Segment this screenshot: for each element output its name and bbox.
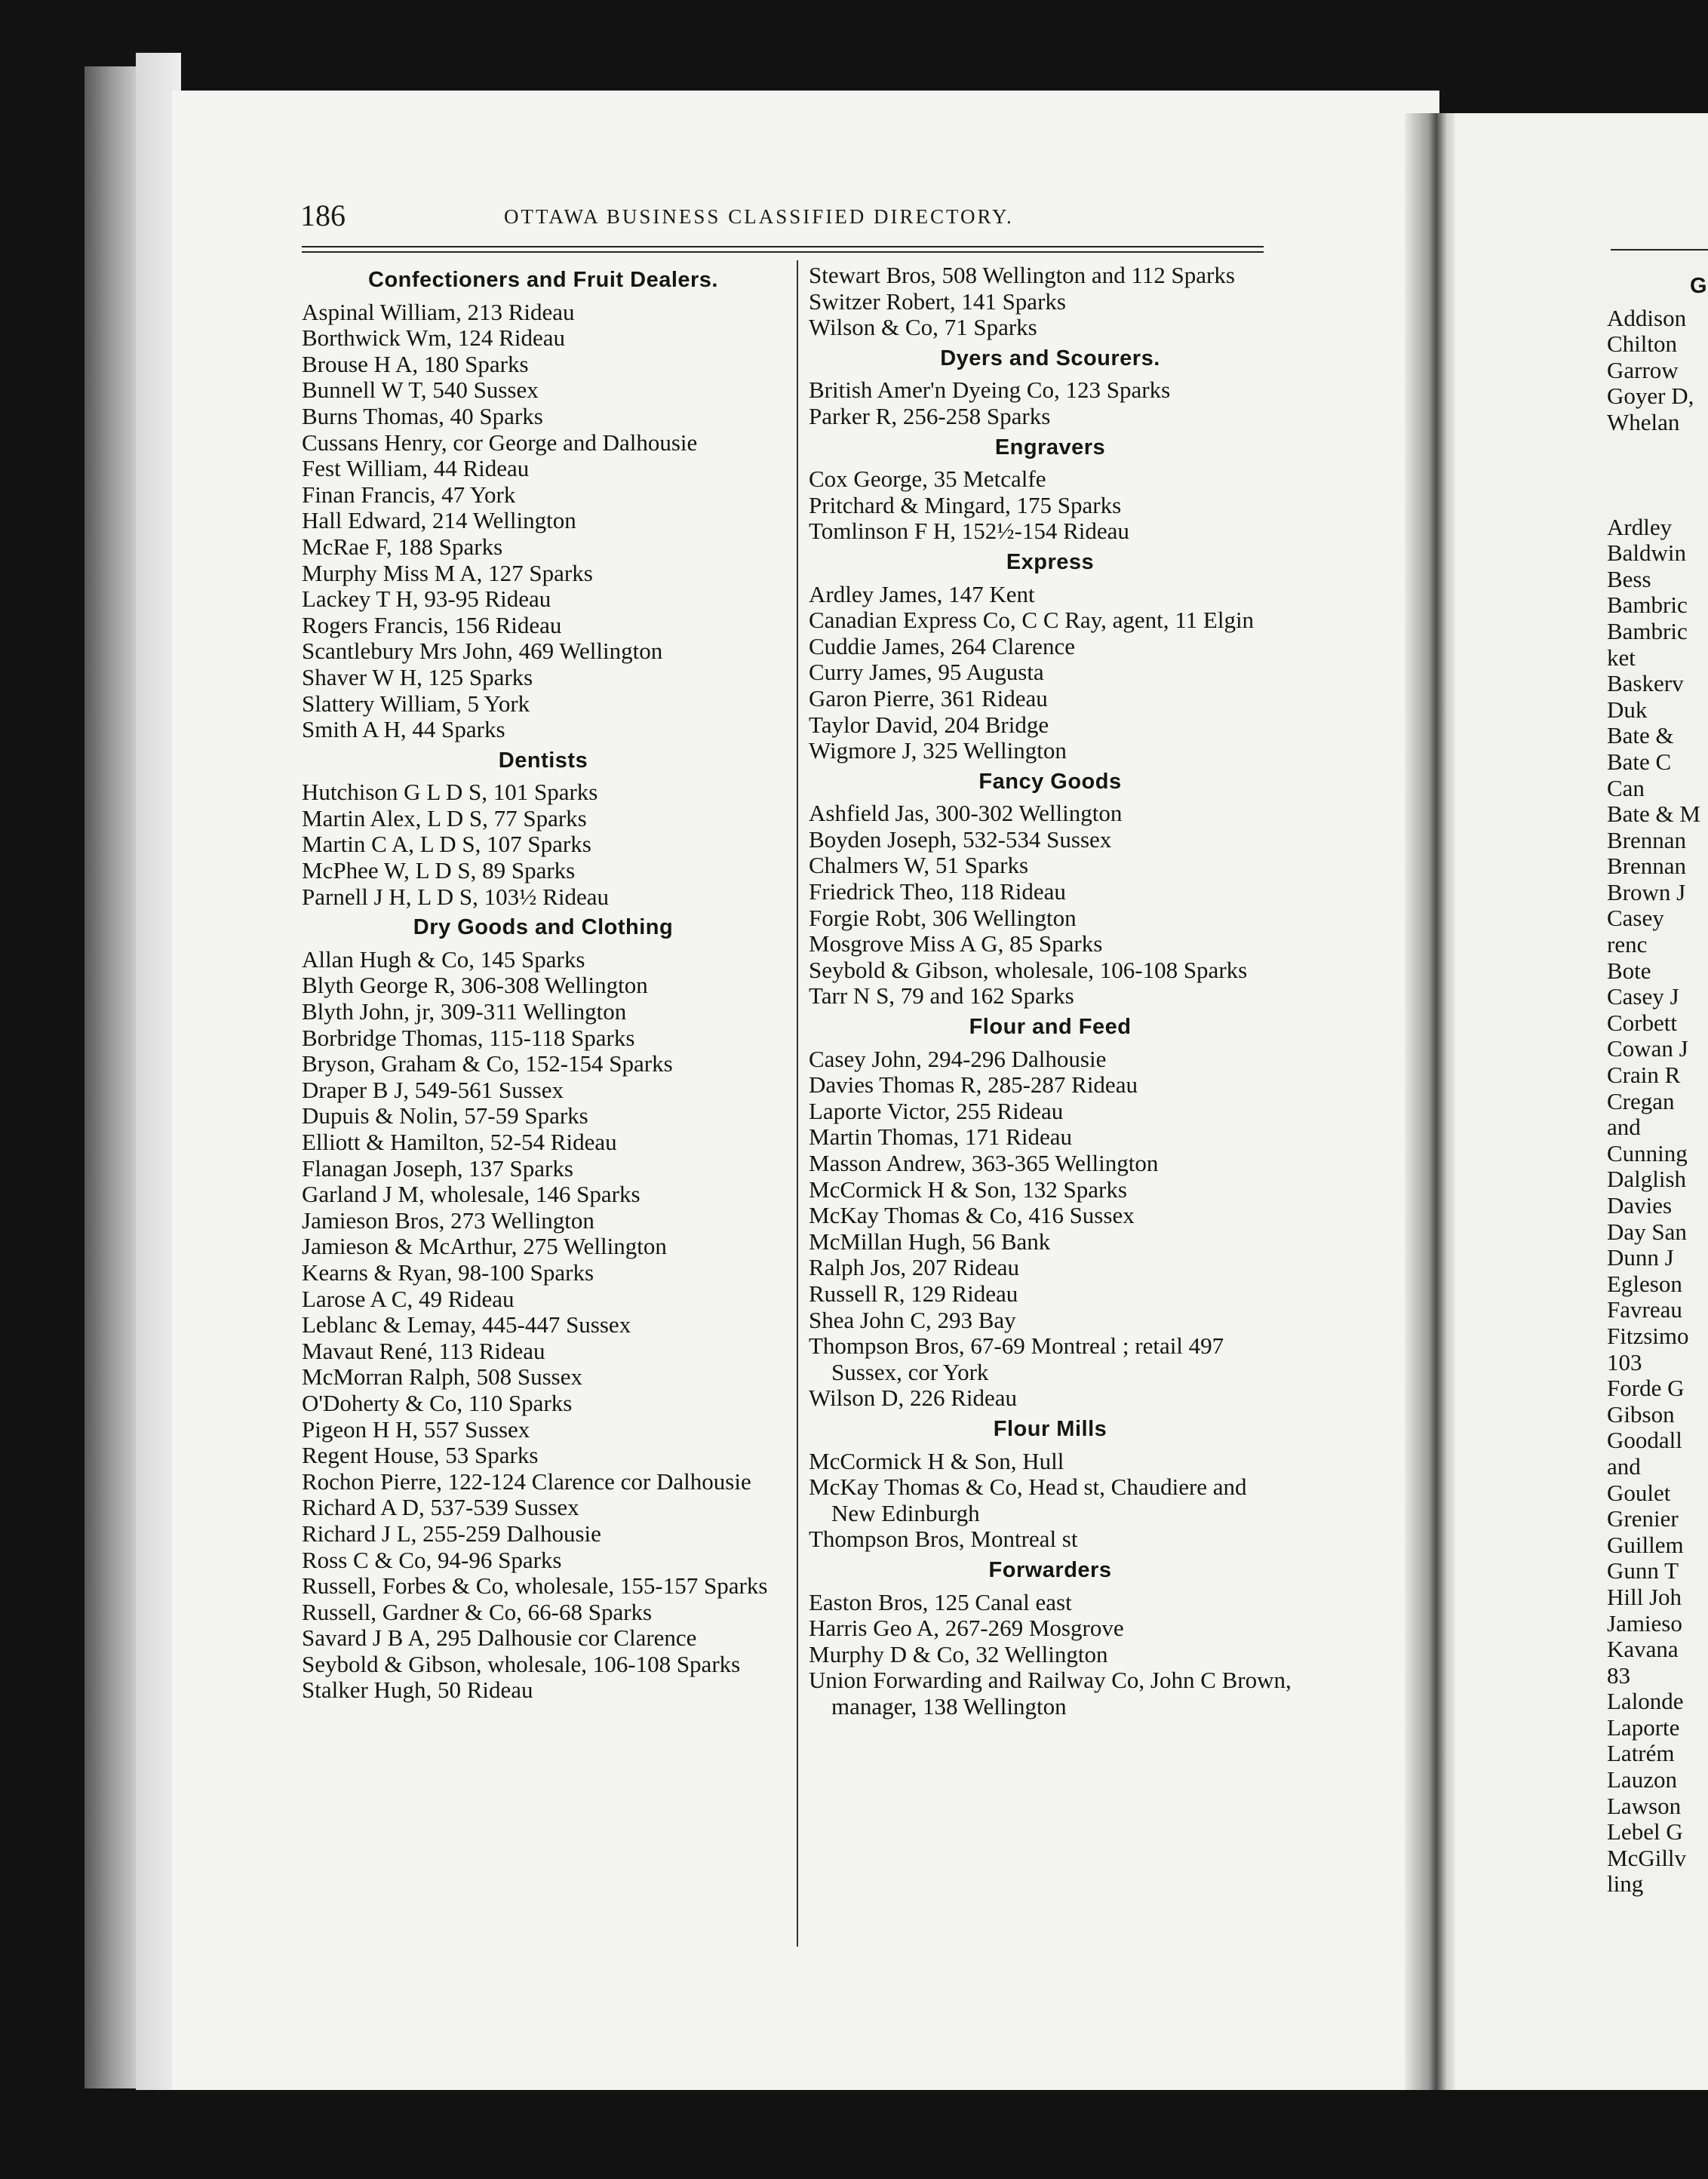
directory-entry: Fest William, 44 Rideau <box>302 455 530 482</box>
directory-entry: Slattery William, 5 York <box>302 690 530 717</box>
directory-entry: Corbett <box>1607 1009 1677 1036</box>
directory-entry: Bote <box>1607 957 1651 984</box>
directory-entry: Gunn T <box>1607 1557 1679 1584</box>
directory-entry: Duk <box>1607 696 1648 723</box>
directory-entry: Goulet <box>1607 1479 1671 1506</box>
directory-entry: Addison <box>1607 304 1687 331</box>
directory-entry: Brennan <box>1607 853 1687 880</box>
directory-entry: Seybold & Gibson, wholesale, 106-108 Sparks <box>302 1650 741 1677</box>
directory-entry: Martin Alex, L D S, 77 Sparks <box>302 804 587 831</box>
directory-entry: ling <box>1607 1870 1644 1898</box>
directory-entry: Murphy D & Co, 32 Wellington <box>809 1640 1108 1667</box>
directory-entry: Jamieson Bros, 273 Wellington <box>302 1206 594 1234</box>
directory-entry: Dalglish <box>1607 1166 1687 1193</box>
directory-entry: McPhee W, L D S, 89 Sparks <box>302 857 576 884</box>
directory-entry: Wigmore J, 325 Wellington <box>809 737 1067 764</box>
directory-entry: Day San <box>1607 1218 1687 1245</box>
directory-entry: McKay Thomas & Co, 416 Sussex <box>809 1202 1135 1229</box>
directory-entry: Thompson Bros, 67-69 Montreal ; retail 497 Sussex, cor York <box>809 1332 1224 1385</box>
directory-entry: Grenier <box>1607 1505 1679 1532</box>
directory-entry: and <box>1607 1452 1641 1480</box>
section-heading: Flour Mills <box>993 1416 1107 1441</box>
directory-entry: Martin Thomas, 171 Rideau <box>809 1123 1072 1151</box>
directory-entry: Aspinal William, 213 Rideau <box>302 298 575 325</box>
page-header <box>300 198 1266 235</box>
directory-entry: Dunn J <box>1607 1244 1674 1271</box>
directory-entry: Goodall <box>1607 1427 1682 1454</box>
directory-entry: Garrow <box>1607 356 1679 383</box>
directory-entry: Shea John C, 293 Bay <box>809 1306 1016 1333</box>
directory-entry: Egleson <box>1607 1270 1682 1297</box>
directory-entry: Ralph Jos, 207 Rideau <box>809 1254 1019 1281</box>
section-heading: Dyers and Scourers. <box>940 346 1160 370</box>
directory-entry: Allan Hugh & Co, 145 Sparks <box>302 945 585 973</box>
directory-entry: Seybold & Gibson, wholesale, 106-108 Sparks <box>809 956 1248 983</box>
directory-entry: Forde G <box>1607 1375 1685 1402</box>
directory-entry: Finan Francis, 47 York <box>302 481 516 508</box>
directory-entry: Bess <box>1607 565 1651 592</box>
directory-entry: Cox George, 35 Metcalfe <box>809 466 1046 493</box>
section-gap <box>1607 436 1708 515</box>
directory-entry: Brouse H A, 180 Sparks <box>302 350 529 377</box>
directory-entry: Switzer Robert, 141 Sparks <box>809 287 1066 315</box>
directory-entry: Fitzsimo <box>1607 1322 1689 1349</box>
directory-entry: Blyth George R, 306-308 Wellington <box>302 972 648 999</box>
directory-entry: Davies <box>1607 1192 1673 1219</box>
directory-entry: Brown J <box>1607 878 1686 905</box>
directory-entry: Elliott & Hamilton, 52-54 Rideau <box>302 1129 617 1155</box>
directory-entry: Flanagan Joseph, 137 Sparks <box>302 1154 573 1182</box>
page-number: 186 <box>300 198 346 232</box>
directory-entry: Harris Geo A, 267-269 Mosgrove <box>809 1615 1124 1642</box>
directory-entry: Bunnell W T, 540 Sussex <box>302 376 539 404</box>
directory-entry: Gibson <box>1607 1400 1675 1428</box>
directory-entry: Casey John, 294-296 Dalhousie <box>809 1045 1107 1072</box>
directory-entry: Burns Thomas, 40 Sparks <box>302 402 543 429</box>
directory-entry: McGillv <box>1607 1844 1687 1871</box>
directory-entry: Goyer D, <box>1607 383 1694 410</box>
directory-entry: Scantlebury Mrs John, 469 Wellington <box>302 638 663 665</box>
directory-entry: Tomlinson F H, 152½-154 Rideau <box>809 518 1129 545</box>
section-heading: Fancy Goods <box>978 769 1122 794</box>
section-heading: Confectioners and Fruit Dealers. <box>368 268 718 292</box>
header-rule-secondary <box>302 251 1264 253</box>
directory-entry: Ross C & Co, 94-96 Sparks <box>302 1546 562 1573</box>
directory-entry: Stalker Hugh, 50 Rideau <box>302 1677 533 1704</box>
directory-entry: Lackey T H, 93-95 Rideau <box>302 585 551 613</box>
directory-entry: Larose A C, 49 Rideau <box>302 1285 515 1312</box>
right-page-rule <box>1611 249 1708 250</box>
directory-entry: Bambric <box>1607 592 1688 619</box>
directory-entry: Baldwin <box>1607 539 1687 567</box>
directory-entry: Ashfield Jas, 300-302 Wellington <box>809 800 1123 827</box>
directory-entry: renc <box>1607 931 1648 958</box>
directory-entry: Pritchard & Mingard, 175 Sparks <box>809 491 1122 518</box>
section-heading: Flour and Feed <box>969 1015 1132 1040</box>
directory-entry: Cowan J <box>1607 1035 1688 1062</box>
directory-entry: Hill Joh <box>1607 1583 1682 1610</box>
directory-entry: Davies Thomas R, 285-287 Rideau <box>809 1071 1138 1099</box>
directory-entry: Ardley <box>1607 513 1673 540</box>
directory-entry: 103 <box>1607 1348 1642 1375</box>
directory-entry: Rogers Francis, 156 Rideau <box>302 611 562 638</box>
directory-entry: Wilson D, 226 Rideau <box>809 1385 1018 1412</box>
running-title: OTTAWA BUSINESS CLASSIFIED DIRECTORY. <box>504 205 1014 228</box>
directory-entry: Cunning <box>1607 1139 1688 1166</box>
directory-entry: Cuddie James, 264 Clarence <box>809 632 1075 659</box>
middle-column <box>809 263 1292 1720</box>
directory-entry: Mavaut René, 113 Rideau <box>302 1337 545 1364</box>
directory-entry: Kearns & Ryan, 98-100 Sparks <box>302 1259 594 1286</box>
directory-entry: Boyden Joseph, 532-534 Sussex <box>809 825 1112 853</box>
directory-entry: Lebel G <box>1607 1818 1683 1846</box>
directory-entry: O'Doherty & Co, 110 Sparks <box>302 1389 573 1416</box>
directory-entry: Masson Andrew, 363-365 Wellington <box>809 1150 1159 1176</box>
directory-entry: Parnell J H, L D S, 103½ Rideau <box>302 883 609 910</box>
directory-entry: Crain R <box>1607 1062 1681 1089</box>
directory-entry: Mosgrove Miss A G, 85 Sparks <box>809 930 1103 957</box>
directory-entry: Borthwick Wm, 124 Rideau <box>302 324 565 352</box>
section-heading: Dentists <box>498 748 588 773</box>
directory-entry: Pigeon H H, 557 Sussex <box>302 1415 530 1443</box>
directory-entry: Richard A D, 537-539 Sussex <box>302 1494 579 1521</box>
directory-entry: Ardley James, 147 Kent <box>809 580 1035 607</box>
directory-entry: Casey J <box>1607 983 1679 1010</box>
directory-entry: British Amer'n Dyeing Co, 123 Sparks <box>809 376 1171 404</box>
directory-entry: Wilson & Co, 71 Sparks <box>809 314 1037 341</box>
directory-entry: Dupuis & Nolin, 57-59 Sparks <box>302 1102 588 1129</box>
directory-entry: Easton Bros, 125 Canal east <box>809 1588 1072 1615</box>
directory-entry: Favreau <box>1607 1296 1682 1323</box>
directory-entry: Regent House, 53 Sparks <box>302 1442 539 1469</box>
directory-entry: McCormick H & Son, 132 Sparks <box>809 1176 1127 1203</box>
directory-entry: Kavana <box>1607 1636 1679 1663</box>
directory-entry: Lauzon <box>1607 1766 1677 1793</box>
directory-entry: Hutchison G L D S, 101 Sparks <box>302 779 598 806</box>
directory-entry: Canadian Express Co, C C Ray, agent, 11 Elgin <box>809 607 1255 634</box>
directory-entry: Latrém <box>1607 1740 1675 1767</box>
directory-entry: Lawson <box>1607 1792 1682 1819</box>
directory-entry: Brennan <box>1607 826 1687 853</box>
directory-entry: Bambric <box>1607 617 1688 644</box>
directory-entry: Shaver W H, 125 Sparks <box>302 663 533 690</box>
directory-entry: Bryson, Graham & Co, 152-154 Sparks <box>302 1050 673 1077</box>
directory-entry: Thompson Bros, Montreal st <box>809 1526 1078 1553</box>
directory-entry: Union Forwarding and Railway Co, John C Brown, manager, 138 Wellington <box>809 1667 1292 1720</box>
directory-entry: Cregan <box>1607 1087 1675 1114</box>
directory-entry: Bate & M <box>1607 801 1700 828</box>
directory-entry: McMorran Ralph, 508 Sussex <box>302 1363 582 1391</box>
directory-entry: Guillem <box>1607 1531 1684 1558</box>
header-rule <box>302 246 1264 247</box>
directory-entry: Russell, Gardner & Co, 66-68 Sparks <box>302 1598 653 1625</box>
section-heading: Express <box>1006 549 1095 574</box>
directory-entry: 83 <box>1607 1661 1630 1689</box>
directory-entry: Curry James, 95 Augusta <box>809 659 1044 686</box>
directory-entry: Murphy Miss M A, 127 Sparks <box>302 559 593 586</box>
left-column <box>302 263 785 1704</box>
directory-entry: Stewart Bros, 508 Wellington and 112 Sparks <box>809 262 1235 288</box>
directory-entry: Jamieson & McArthur, 275 Wellington <box>302 1233 667 1260</box>
directory-entry: Taylor David, 204 Bridge <box>809 711 1049 738</box>
directory-entry: Borbridge Thomas, 115-118 Sparks <box>302 1024 635 1051</box>
directory-entry: Savard J B A, 295 Dalhousie cor Clarence <box>302 1624 697 1652</box>
section-heading: Engravers <box>994 435 1106 459</box>
directory-entry: Can <box>1607 774 1645 801</box>
directory-entry: Richard J L, 255-259 Dalhousie <box>302 1520 601 1547</box>
directory-entry: Rochon Pierre, 122-124 Clarence cor Dalhousie <box>302 1468 751 1495</box>
directory-entry: Russell R, 129 Rideau <box>809 1280 1018 1307</box>
directory-entry: Garon Pierre, 361 Rideau <box>809 684 1048 711</box>
directory-entry: Casey <box>1607 905 1664 932</box>
directory-entry: Blyth John, jr, 309-311 Wellington <box>302 998 627 1025</box>
section-heading: Forwarders <box>988 1557 1112 1582</box>
directory-entry: Baskerv <box>1607 670 1684 697</box>
directory-entry: Russell, Forbes & Co, wholesale, 155-157 Sparks <box>302 1572 768 1600</box>
directory-entry: Tarr N S, 79 and 162 Sparks <box>809 982 1074 1010</box>
directory-entry: Laporte <box>1607 1713 1680 1741</box>
directory-entry: and <box>1607 1114 1641 1141</box>
directory-entry: Forgie Robt, 306 Wellington <box>809 904 1077 931</box>
directory-entry: McCormick H & Son, Hull <box>809 1447 1064 1474</box>
book-gutter <box>1405 113 1458 2090</box>
section-heading: G <box>1690 274 1707 298</box>
directory-entry: Leblanc & Lemay, 445-447 Sussex <box>302 1311 631 1338</box>
directory-entry: Draper B J, 549-561 Sussex <box>302 1076 564 1103</box>
directory-entry: Garland J M, wholesale, 146 Sparks <box>302 1181 640 1208</box>
directory-entry: McKay Thomas & Co, Head st, Chaudiere and New Edinburgh <box>809 1474 1247 1526</box>
directory-entry: Bate C <box>1607 748 1672 775</box>
right-page-column <box>1607 273 1708 1898</box>
directory-entry: Chalmers W, 51 Sparks <box>809 852 1029 879</box>
directory-entry: McMillan Hugh, 56 Bank <box>809 1228 1051 1255</box>
directory-entry: Laporte Victor, 255 Rideau <box>809 1097 1064 1124</box>
directory-entry: Hall Edward, 214 Wellington <box>302 507 576 534</box>
directory-entry: ket <box>1607 644 1636 671</box>
directory-entry: Parker R, 256-258 Sparks <box>809 402 1051 429</box>
column-divider <box>797 260 798 1947</box>
directory-entry: Friedrick Theo, 118 Rideau <box>809 878 1066 905</box>
directory-entry: Chilton <box>1607 330 1678 358</box>
directory-entry: Bate & <box>1607 722 1674 749</box>
directory-entry: Smith A H, 44 Sparks <box>302 716 505 743</box>
directory-entry: Martin C A, L D S, 107 Sparks <box>302 831 591 858</box>
directory-entry: Cussans Henry, cor George and Dalhousie <box>302 429 698 456</box>
directory-entry: Lalonde <box>1607 1688 1684 1715</box>
section-heading: Dry Goods and Clothing <box>413 915 674 940</box>
directory-entry: McRae F, 188 Sparks <box>302 533 503 560</box>
directory-entry: Jamieso <box>1607 1609 1682 1637</box>
directory-entry: Whelan <box>1607 408 1680 435</box>
